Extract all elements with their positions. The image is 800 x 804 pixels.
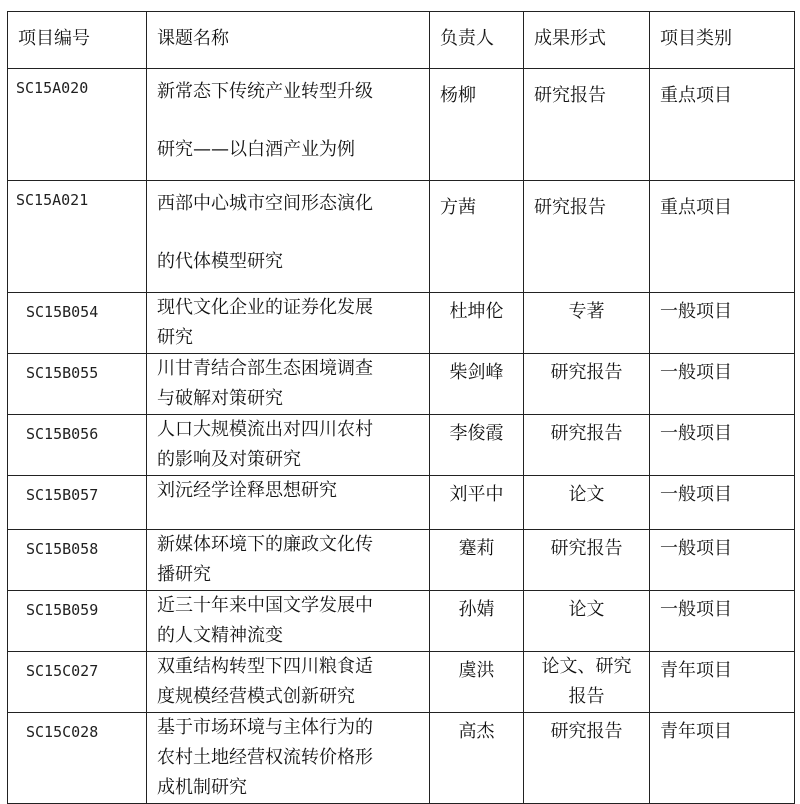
project-title: 新媒体环境下的廉政文化传 播研究 <box>147 530 430 591</box>
project-title: 川甘青结合部生态困境调查 与破解对策研究 <box>147 354 430 415</box>
table-row <box>8 181 795 293</box>
project-category: 重点项目 <box>650 181 795 293</box>
header-category: 项目类别 <box>650 12 795 69</box>
project-leader: 刘平中 <box>430 476 524 530</box>
project-code: SC15C027 <box>8 652 147 713</box>
project-leader: 杨柳 <box>430 69 524 181</box>
table-row <box>8 652 795 713</box>
project-result: 研究报告 <box>524 354 650 415</box>
project-code: SC15B056 <box>8 415 147 476</box>
project-result: 研究报告 <box>524 530 650 591</box>
project-result: 论文、研究 报告 <box>524 652 650 713</box>
project-leader: 虞洪 <box>430 652 524 713</box>
project-result: 研究报告 <box>524 181 650 293</box>
project-title: 双重结构转型下四川粮食适 度规模经营模式创新研究 <box>147 652 430 713</box>
project-code: SC15B057 <box>8 476 147 530</box>
project-category: 青年项目 <box>650 713 795 804</box>
project-result: 研究报告 <box>524 69 650 181</box>
project-title: 新常态下传统产业转型升级 研究——以白酒产业为例 <box>147 69 430 181</box>
header-row <box>8 12 795 69</box>
table-row <box>8 713 795 804</box>
project-leader: 杜坤伦 <box>430 293 524 354</box>
table-row <box>8 354 795 415</box>
header-title: 课题名称 <box>147 12 430 69</box>
project-category: 一般项目 <box>650 591 795 652</box>
table-row <box>8 591 795 652</box>
header-leader: 负责人 <box>430 12 524 69</box>
project-category: 青年项目 <box>650 652 795 713</box>
table-row <box>8 530 795 591</box>
project-code: SC15B058 <box>8 530 147 591</box>
project-category: 一般项目 <box>650 293 795 354</box>
table-row <box>8 293 795 354</box>
project-code: SC15A020 <box>8 69 147 181</box>
project-category: 一般项目 <box>650 530 795 591</box>
project-leader: 柴剑峰 <box>430 354 524 415</box>
table-row <box>8 69 795 181</box>
project-leader: 蹇莉 <box>430 530 524 591</box>
project-leader: 李俊霞 <box>430 415 524 476</box>
project-code: SC15B059 <box>8 591 147 652</box>
header-result: 成果形式 <box>524 12 650 69</box>
project-title: 近三十年来中国文学发展中 的人文精神流变 <box>147 591 430 652</box>
project-result: 研究报告 <box>524 415 650 476</box>
project-code: SC15B054 <box>8 293 147 354</box>
project-category: 一般项目 <box>650 415 795 476</box>
project-code: SC15B055 <box>8 354 147 415</box>
project-leader: 高杰 <box>430 713 524 804</box>
project-result: 专著 <box>524 293 650 354</box>
table-row <box>8 476 795 530</box>
project-code: SC15C028 <box>8 713 147 804</box>
project-result: 论文 <box>524 476 650 530</box>
project-title: 现代文化企业的证券化发展 研究 <box>147 293 430 354</box>
header-code: 项目编号 <box>8 12 147 69</box>
project-leader: 方茜 <box>430 181 524 293</box>
project-result: 论文 <box>524 591 650 652</box>
table-row <box>8 415 795 476</box>
project-code: SC15A021 <box>8 181 147 293</box>
project-table <box>7 11 795 804</box>
project-result: 研究报告 <box>524 713 650 804</box>
project-title: 人口大规模流出对四川农村 的影响及对策研究 <box>147 415 430 476</box>
project-title: 基于市场环境与主体行为的 农村土地经营权流转价格形 成机制研究 <box>147 713 430 804</box>
project-category: 一般项目 <box>650 354 795 415</box>
project-title: 西部中心城市空间形态演化 的代体模型研究 <box>147 181 430 293</box>
project-category: 重点项目 <box>650 69 795 181</box>
project-leader: 孙婧 <box>430 591 524 652</box>
project-title: 刘沅经学诠释思想研究 <box>147 476 430 530</box>
project-category: 一般项目 <box>650 476 795 530</box>
